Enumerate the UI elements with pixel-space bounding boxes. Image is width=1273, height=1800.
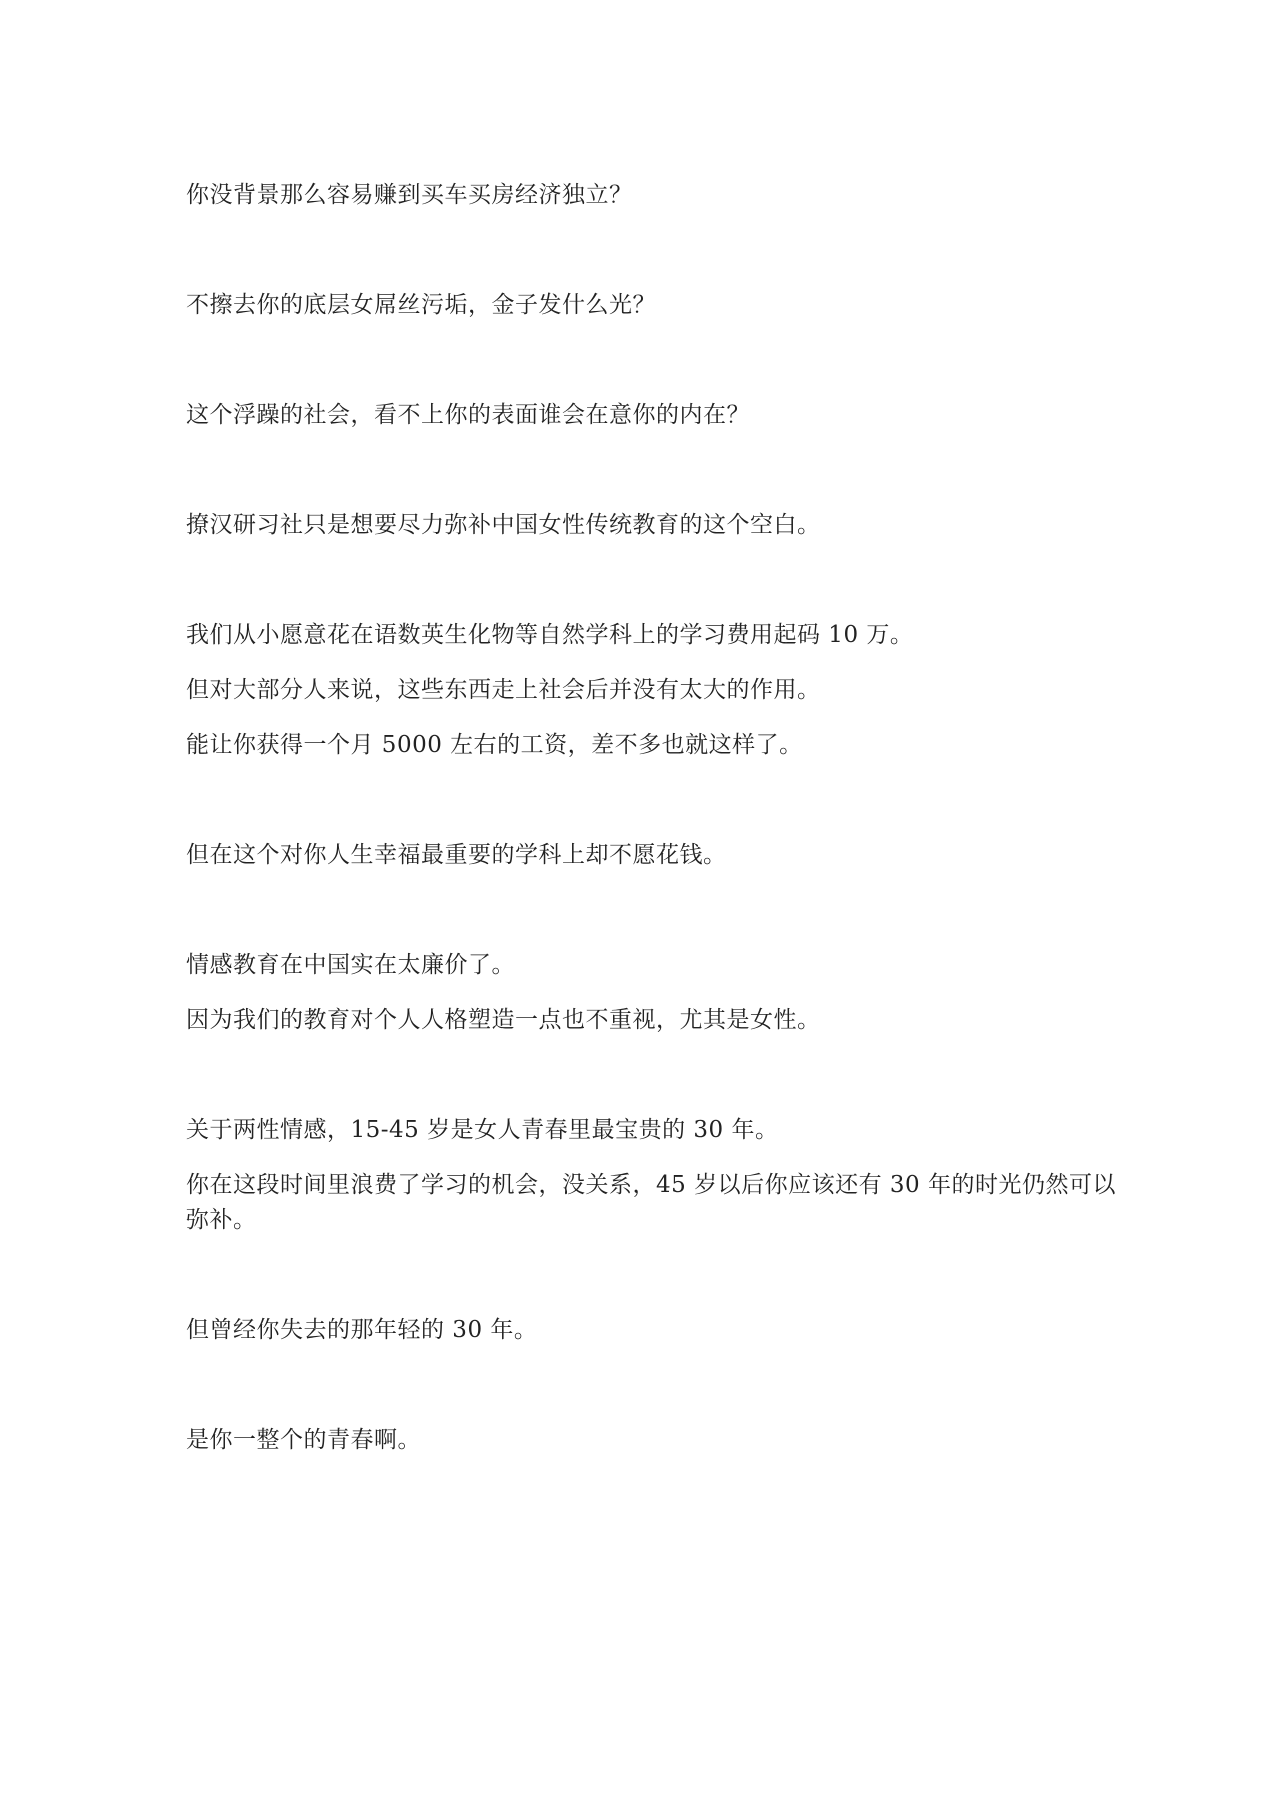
paragraph-1: 你没背景那么容易赚到买车买房经济独立？ xyxy=(186,182,633,208)
paragraph-9: 情感教育在中国实在太廉价了。 xyxy=(186,952,515,978)
paragraph-7: 能让你获得一个月 5000 左右的工资，差不多也就这样了。 xyxy=(186,732,803,758)
paragraph-11: 关于两性情感，15-45 岁是女人青春里最宝贵的 30 年。 xyxy=(186,1117,779,1143)
paragraph-6: 但对大部分人来说，这些东西走上社会后并没有太大的作用。 xyxy=(186,677,821,703)
paragraph-4: 撩汉研习社只是想要尽力弥补中国女性传统教育的这个空白。 xyxy=(186,512,821,538)
paragraph-5: 我们从小愿意花在语数英生化物等自然学科上的学习费用起码 10 万。 xyxy=(186,622,914,648)
paragraph-8: 但在这个对你人生幸福最重要的学科上却不愿花钱。 xyxy=(186,842,727,868)
paragraph-2: 不擦去你的底层女屌丝污垢，金子发什么光？ xyxy=(186,292,656,318)
paragraph-12: 你在这段时间里浪费了学习的机会，没关系，45 岁以后你应该还有 30 年的时光仍然可以弥补。 xyxy=(186,1172,1116,1233)
paragraph-10: 因为我们的教育对个人人格塑造一点也不重视，尤其是女性。 xyxy=(186,1007,821,1033)
paragraph-14: 是你一整个的青春啊。 xyxy=(186,1427,421,1453)
paragraph-13: 但曾经你失去的那年轻的 30 年。 xyxy=(186,1317,538,1343)
paragraph-3: 这个浮躁的社会，看不上你的表面谁会在意你的内在？ xyxy=(186,402,750,428)
